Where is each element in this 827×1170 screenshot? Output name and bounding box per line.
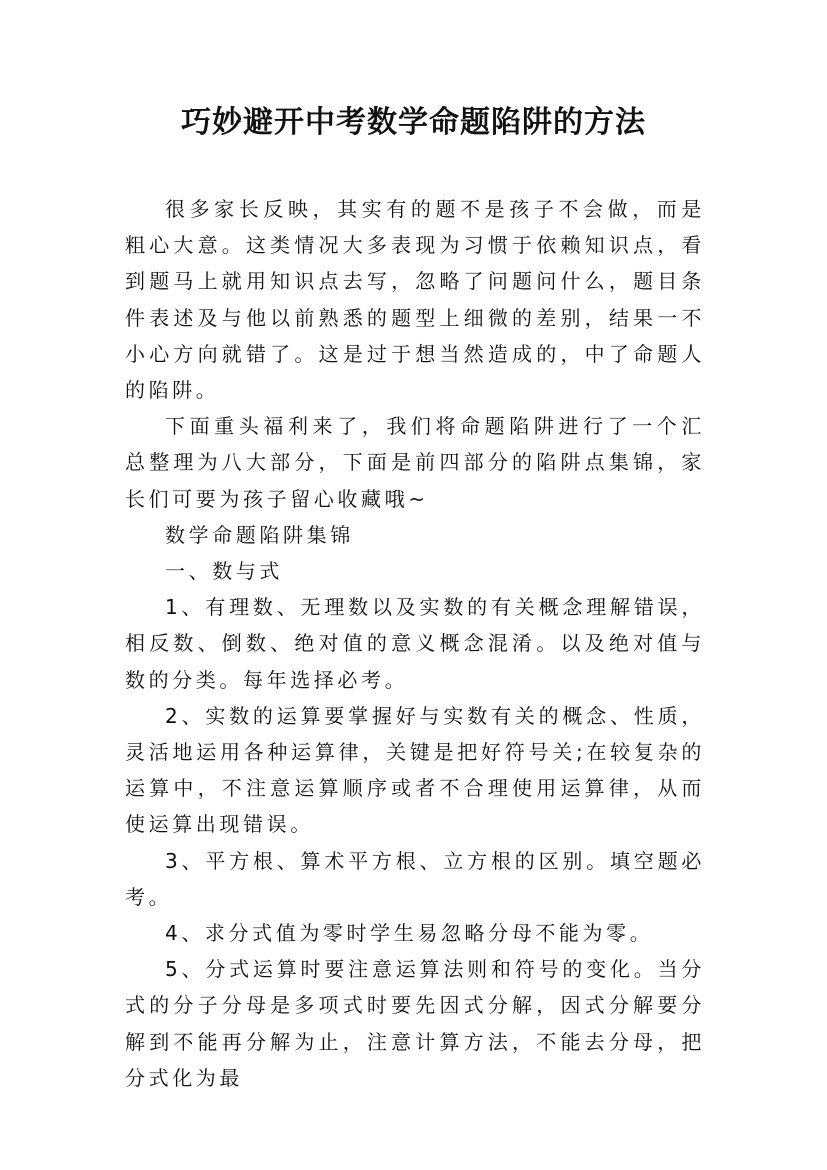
document-title: 巧妙避开中考数学命题陷阱的方法 [181, 105, 646, 140]
document-body [125, 191, 705, 1096]
list-item: 5、分式运算时要注意运算法则和符号的变化。当分式的分子分母是多项式时要先因式分解，因式分解要分解到不能再分解为止，注意计算方法，不能去分母，把分式化为最 [125, 957, 705, 1090]
list-item: 4、求分式值为零时学生易忽略分母不能为零。 [165, 921, 654, 946]
list-item: 3、平方根、算术平方根、立方根的区别。填空题必考。 [125, 848, 705, 909]
intro-paragraph: 很多家长反映，其实有的题不是孩子不会做，而是粗心大意。这类情况大多表现为习惯于依赖知识点，看到题马上就用知识点去写，忽略了问题问什么，题目条件表述及与他以前熟悉的题型上细微的差别，结果一不小心方向就错了。这是过于想当然造成的，中了命题人的陷阱。 [125, 197, 705, 403]
list-item: 2、实数的运算要掌握好与实数有关的概念、性质，灵活地运用各种运算律，关键是把好符号关;在较复杂的运算中，不注意运算顺序或者不合理使用运算律，从而使运算出现错误。 [125, 703, 705, 837]
intro-paragraph: 下面重头福利来了，我们将命题陷阱进行了一个汇总整理为八大部分，下面是前四部分的陷阱点集锦，家长们可要为孩子留心收藏哦~ [125, 414, 705, 511]
subsection-title: 一、数与式 [165, 559, 283, 584]
section-title: 数学命题陷阱集锦 [165, 522, 354, 547]
list-item: 1、有理数、无理数以及实数的有关概念理解错误，相反数、倒数、绝对值的意义概念混淆。以及绝对值与数的分类。每年选择必考。 [125, 595, 705, 692]
